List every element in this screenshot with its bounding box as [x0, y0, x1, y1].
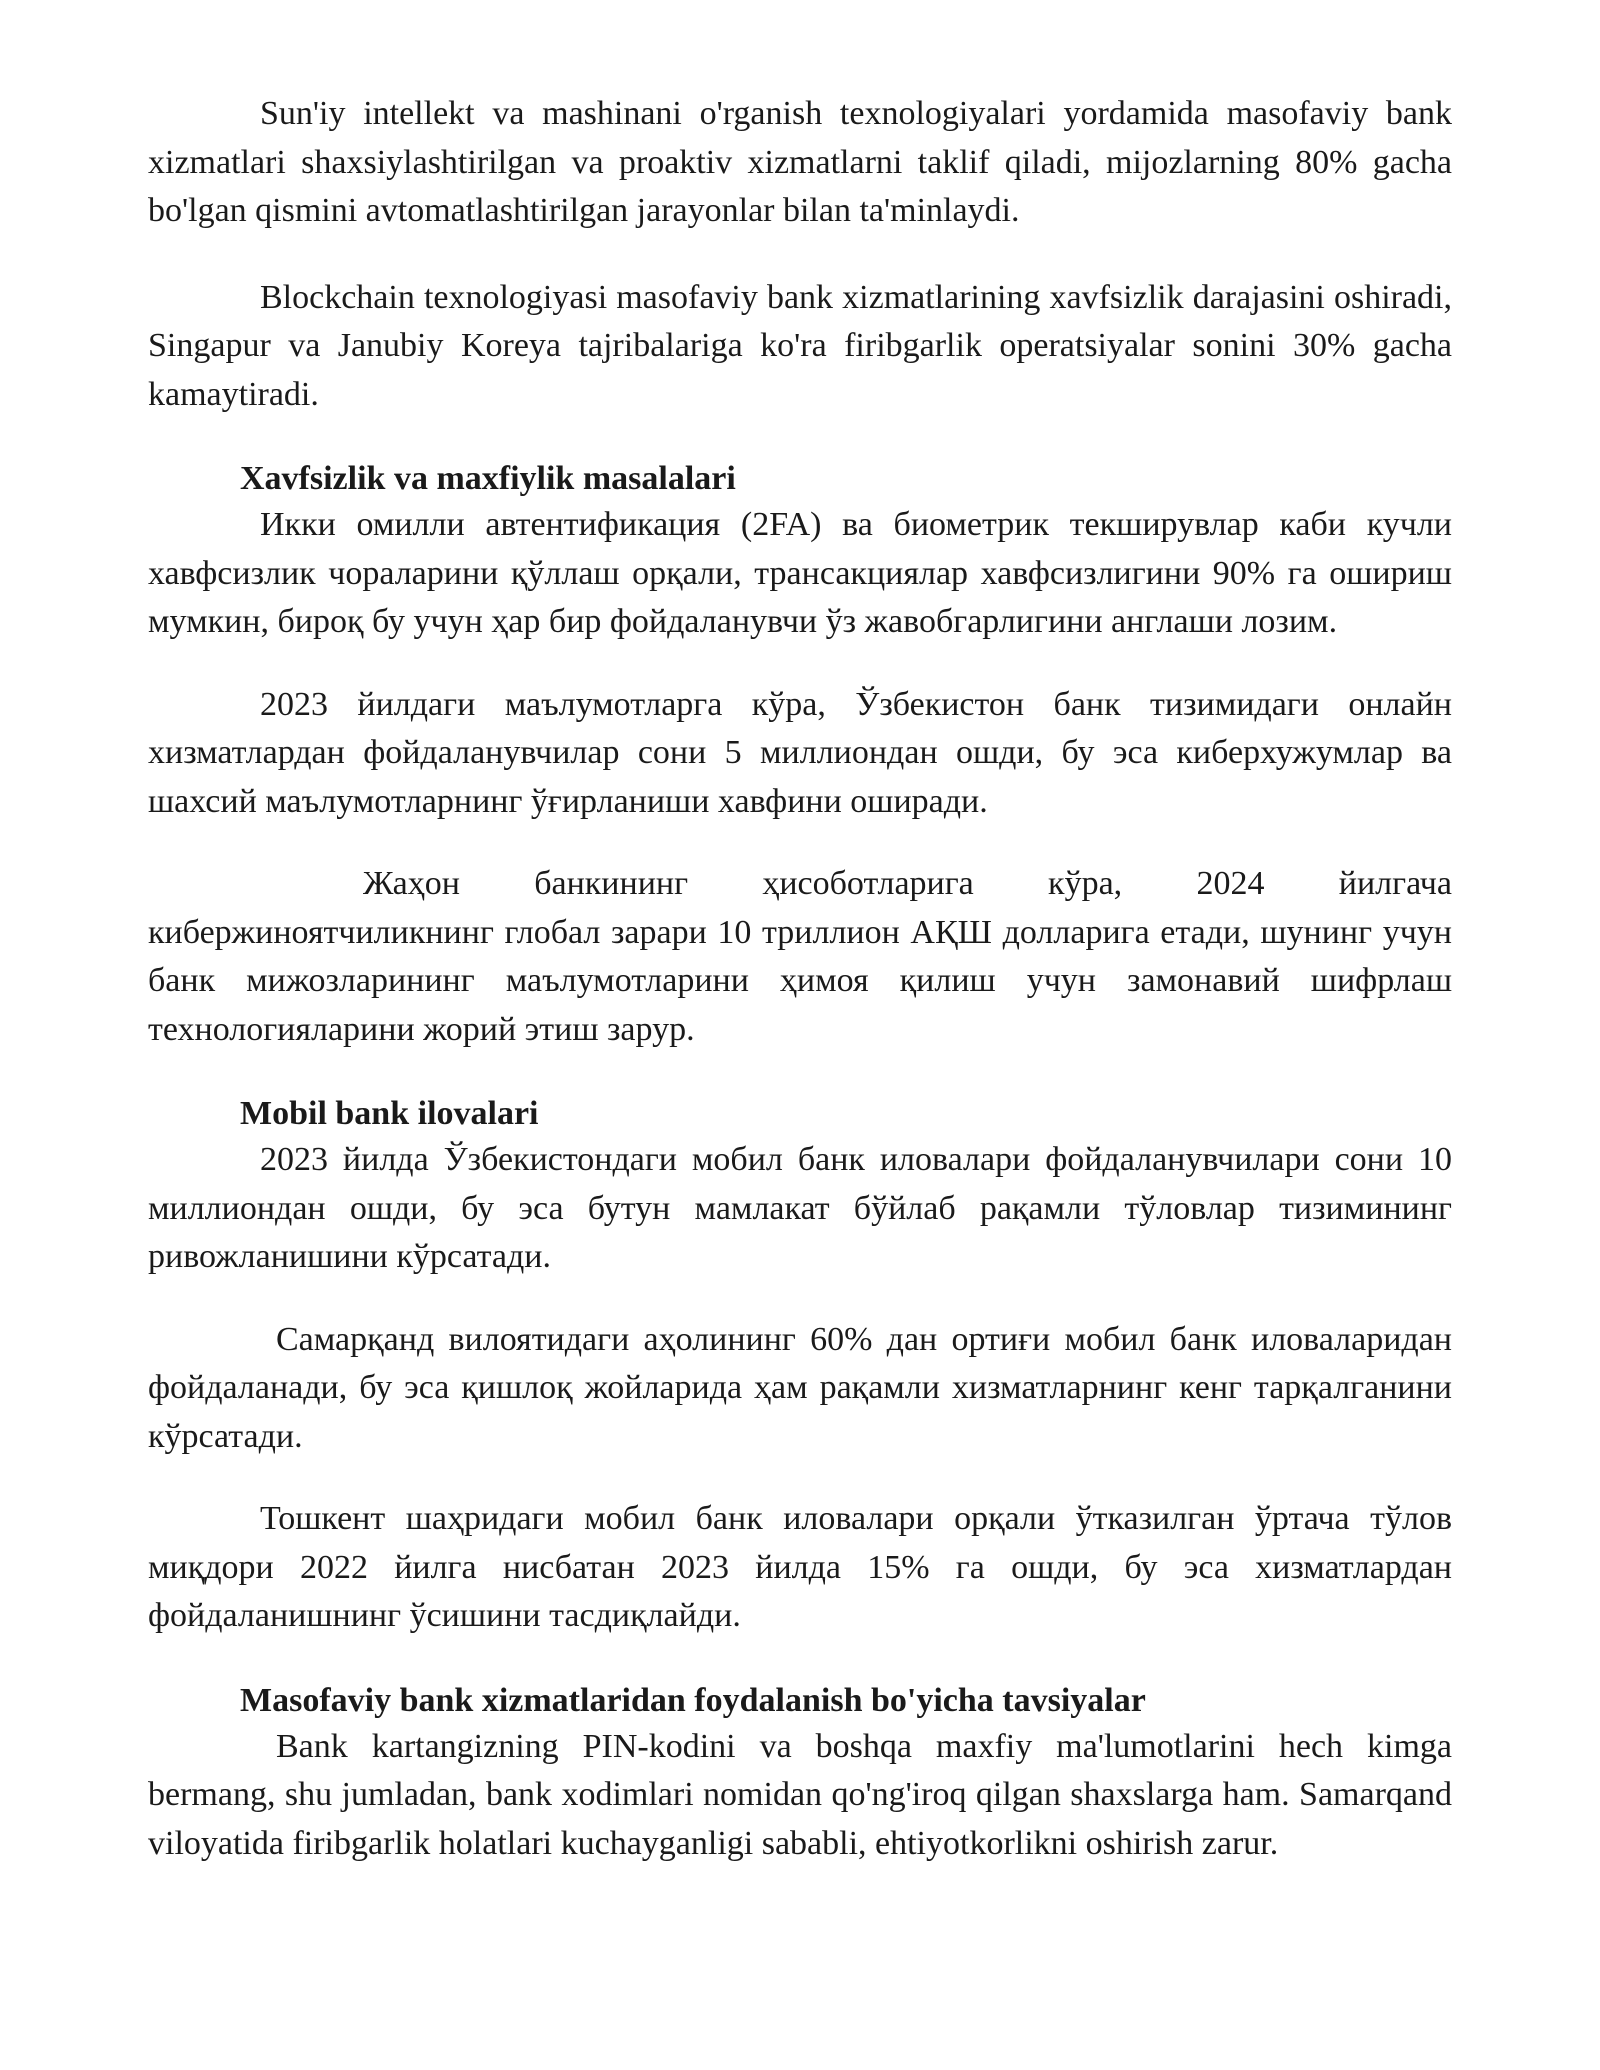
document-page — [148, 90, 1452, 1868]
heading-mobile-bank: Mobil bank ilovalari — [240, 1095, 539, 1132]
paragraph-samarkand: Самарқанд вилоятидаги аҳолининг 60% дан ортиғи мобил банк иловаларидан фойдаланади, бу эса қишлоқ жойларида ҳам рақамли хизматларнинг кенг тарқалганини кўрсатади. — [148, 1320, 1452, 1455]
paragraph-gap — [148, 419, 1452, 457]
heading-security: Xavfsizlik va maxfiylik masalalari — [240, 460, 736, 497]
heading-recommendations: Masofaviy bank xizmatlaridan foydalanish bo'yicha tavsiyalar — [240, 1681, 1146, 1719]
paragraph-pin-code: Bank kartangizning PIN-kodini va boshqa maxfiy ma'lumotlarini hech kimga bermang, shu jumladan, bank xodimlari nomidan qo'ng'iroq qilgan shaxslarga ham. Samarqand viloyatida firibgarlik holatlari kuchayganligi sababli, ehtiyotkorlikni oshirish zarur. — [148, 1727, 1452, 1862]
paragraph-tashkent: Тошкент шаҳридаги мобил банк иловалари орқали ўтказилган ўртача тўлов миқдори 2022 йилга нисбатан 2023 йилда 15% га ошди, бу эса хизматлардан фойдаланишнинг ўсишини тасдиқлайди. — [148, 1500, 1452, 1634]
paragraph-gap — [148, 236, 1452, 274]
paragraph-gap — [148, 1641, 1452, 1679]
paragraph-world-bank: Жаҳон банкининг ҳисоботларига кўра, 2024 йилгача кибержиноятчиликнинг глобал зарари 10 триллион АҚШ долларига етади, шунинг учун банк мижозларининг маълумотларини ҳимоя қилиш учун замонавий шифрлаш технологияларини жорий этиш зарур. — [148, 865, 1452, 1048]
paragraph-gap — [148, 1282, 1452, 1316]
paragraph-2fa: Икки омилли автентификация (2FA) ва биометрик текширувлар каби кучли хавфсизлик чораларини қўллаш орқали, трансакциялар хавфсизлигини 90% га ошириш мумкин, бироқ бу учун ҳар бир фойдаланувчи ўз жавобгарлигини англаши лозим. — [148, 506, 1452, 640]
paragraph-ai-ml: Sun'iy intellekt va mashinani o'rganish texnologiyalari yordamida masofaviy bank xizmatlari shaxsiylashtirilgan va proaktiv xizmatlarni taklif qiladi, mijozlarning 80% gacha bo'lgan qismini avtomatlashtirilgan jarayonlar bilan ta'minlaydi. — [148, 95, 1452, 229]
paragraph-mobile-users: 2023 йилда Ўзбекистондаги мобил банк иловалари фойдаланувчилари сони 10 миллиондан ошди, бу эса бутун мамлакат бўйлаб рақамли тўловлар тизимининг ривожланишини кўрсатади. — [148, 1141, 1452, 1275]
paragraph-gap — [148, 1461, 1452, 1495]
paragraph-gap — [148, 826, 1452, 860]
paragraph-blockchain: Blockchain texnologiyasi masofaviy bank xizmatlarining xavfsizlik darajasini oshiradi, Singapur va Janubiy Koreya tajribalariga ko'ra firibgarlik operatsiyalar sonini 30% gacha kamaytiradi. — [148, 278, 1452, 413]
paragraph-gap — [148, 647, 1452, 681]
paragraph-gap — [148, 1054, 1452, 1092]
paragraph-online-users: 2023 йилдаги маълумотларга кўра, Ўзбекистон банк тизимидаги онлайн хизматлардан фойдаланувчилар сони 5 миллиондан ошди, бу эса киберхужумлар ва шахсий маълумотларнинг ўғирланиши хавфини оширади. — [148, 685, 1452, 820]
